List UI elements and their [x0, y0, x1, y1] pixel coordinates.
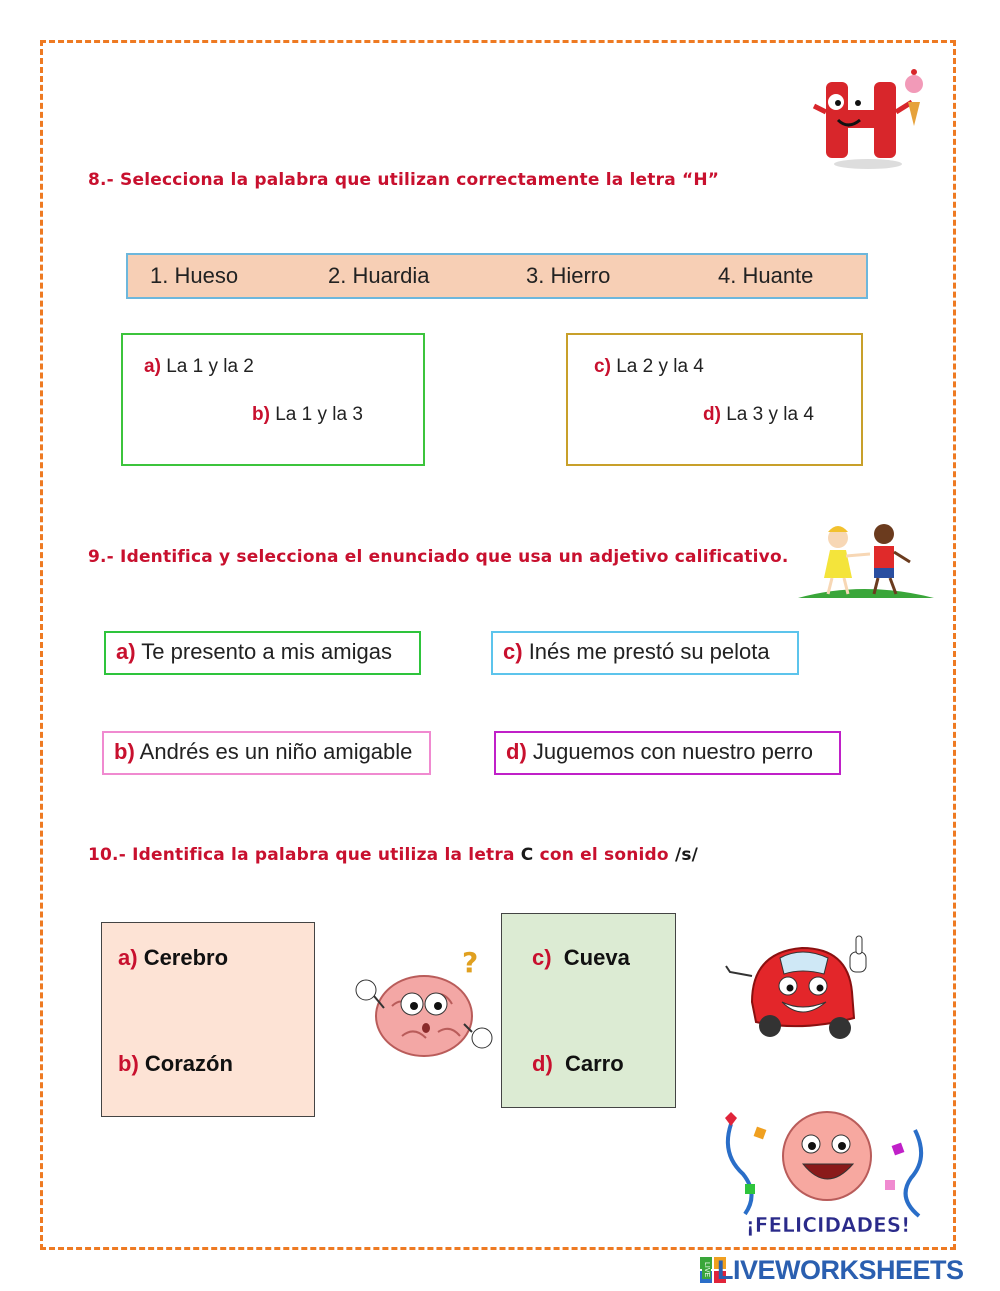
q8-option-a[interactable]: a) La 1 y la 2: [144, 356, 254, 377]
felicidades-badge-icon: [715, 1104, 941, 1240]
letter-h-mascot-icon: [808, 62, 934, 172]
word-2: 2. Huardia: [328, 263, 430, 288]
q8-options-box-right: [566, 333, 863, 466]
q8-options-box-left: [121, 333, 425, 466]
q10-option-c[interactable]: c) Cueva: [532, 945, 630, 970]
question-10-title: 10.- Identifica la palabra que utiliza la letra C con el sonido /s/: [88, 845, 699, 865]
footer-brand: [700, 1252, 964, 1288]
kids-playing-icon: [788, 518, 938, 602]
q9-option-a[interactable]: a) Te presento a mis amigas: [104, 631, 421, 675]
q9-option-c[interactable]: c) Inés me prestó su pelota: [491, 631, 799, 675]
q8-option-c[interactable]: c) La 2 y la 4: [594, 356, 704, 377]
word-4: 4. Huante: [718, 263, 814, 288]
word-list-bar: [126, 253, 868, 299]
q8-option-d[interactable]: d) La 3 y la 4: [703, 404, 814, 425]
q10-option-a[interactable]: a) Cerebro: [118, 945, 229, 970]
q10-options-box-right: [501, 913, 676, 1108]
felicidades-text: ¡FELICIDADES!: [745, 1213, 911, 1237]
question-mark-text: ?: [462, 946, 479, 979]
question-8-title: 8.- Selecciona la palabra que utilizan correctamente la letra “H”: [88, 170, 720, 190]
q8-option-b[interactable]: b) La 1 y la 3: [252, 404, 363, 425]
car-mascot-icon: [722, 922, 880, 1052]
brain-mascot-icon: [352, 946, 498, 1066]
q10-option-b[interactable]: b) Corazón: [118, 1051, 233, 1076]
question-9-title: 9.- Identifica y selecciona el enunciado que usa un adjetivo calificativo.: [88, 547, 789, 567]
q9-option-b[interactable]: b) Andrés es un niño amigable: [102, 731, 431, 775]
word-1: 1. Hueso: [150, 263, 239, 288]
liveworksheets-badge: LIVE: [703, 1262, 710, 1278]
q9-option-d[interactable]: d) Juguemos con nuestro perro: [494, 731, 841, 775]
liveworksheets-brand-text[interactable]: LIVEWORKSHEETS: [717, 1254, 964, 1285]
q10-option-d[interactable]: d) Carro: [532, 1051, 624, 1076]
word-3: 3. Hierro: [526, 263, 611, 288]
